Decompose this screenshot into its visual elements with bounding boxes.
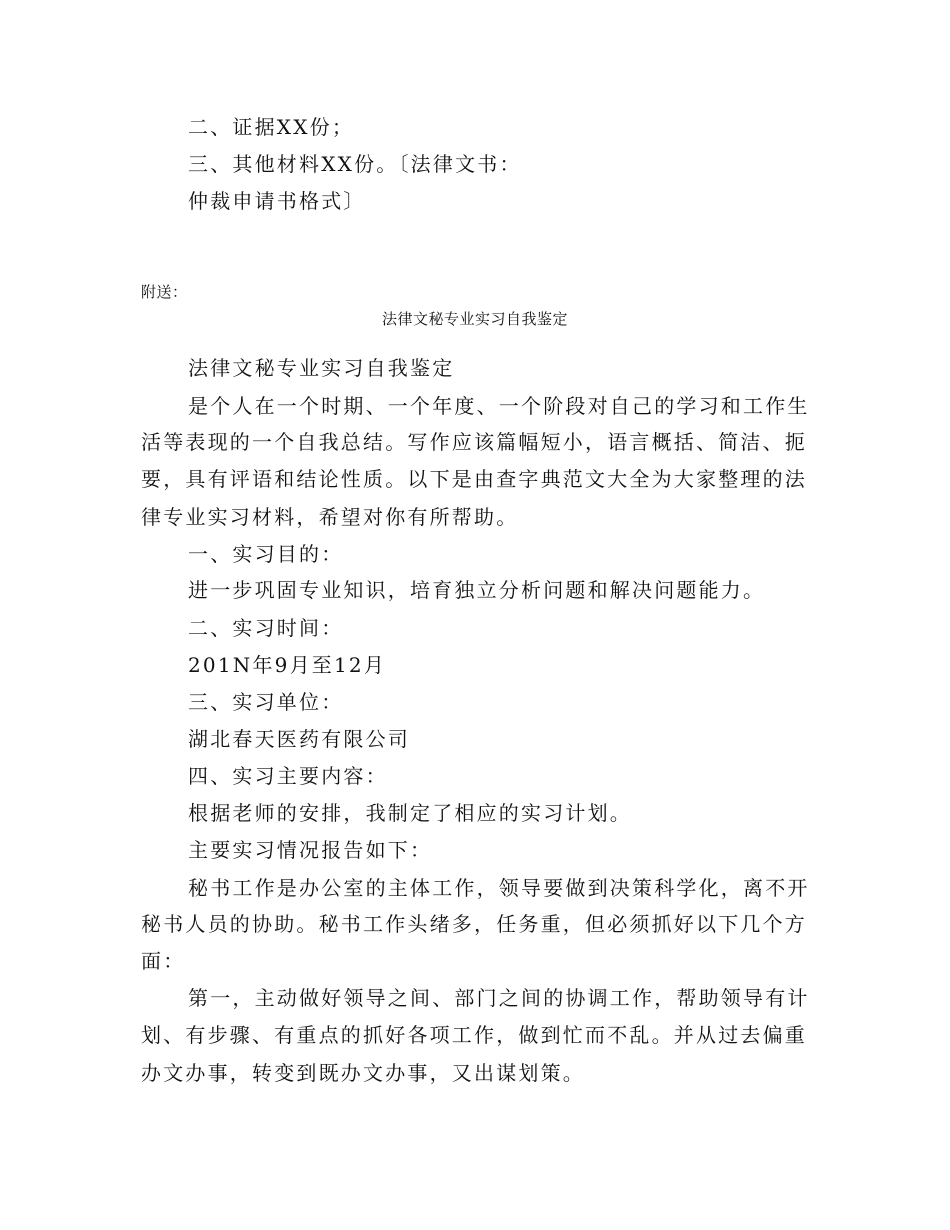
paragraph-line: 面： <box>141 949 186 973</box>
paragraph-line: 划、有步骤、有重点的抓好各项工作，做到忙而不乱。并从过去偏重 <box>141 1023 807 1047</box>
paragraph-line: 秘书工作是办公室的主体工作，领导要做到决策科学化，离不开 <box>188 876 810 900</box>
report-intro: 主要实习情况报告如下： <box>188 838 433 862</box>
evidence-line: 二、证据XX份； <box>188 115 355 139</box>
purpose-text: 进一步巩固专业知识，培育独立分析问题和解决问题能力。 <box>188 578 766 602</box>
paragraph-line: 第一，主动做好领导之间、部门之间的协调工作，帮助领导有计 <box>188 986 810 1010</box>
unit-heading: 三、实习单位： <box>188 690 344 714</box>
paragraph-line: 活等表现的一个自我总结。写作应该篇幅短小，语言概括、简洁、扼 <box>141 430 807 454</box>
other-materials-line: 三、其他材料XX份。〔法律文书： <box>188 152 522 176</box>
purpose-heading: 一、实习目的： <box>188 542 344 566</box>
paragraph-line: 办文办事，转变到既办文办事，又出谋划策。 <box>141 1061 585 1085</box>
paragraph-line: 是个人在一个时期、一个年度、一个阶段对自己的学习和工作生 <box>188 394 810 418</box>
paragraph-line: 要，具有评语和结论性质。以下是由查字典范文大全为大家整理的法 <box>141 467 807 491</box>
time-heading: 二、实习时间： <box>188 616 344 640</box>
section-heading: 法律文秘专业实习自我鉴定 <box>188 356 455 380</box>
attachment-label: 附送： <box>141 283 188 301</box>
document-title: 法律文秘专业实习自我鉴定 <box>381 310 568 328</box>
unit-text: 湖北春天医药有限公司 <box>188 727 410 751</box>
content-heading: 四、实习主要内容： <box>188 764 388 788</box>
paragraph-line: 秘书人员的协助。秘书工作头绪多，任务重，但必须抓好以下几个方 <box>141 912 807 936</box>
content-text: 根据老师的安排，我制定了相应的实习计划。 <box>188 801 632 825</box>
format-note-line: 仲裁申请书格式〕 <box>188 189 366 213</box>
paragraph-line: 律专业实习材料，希望对你有所帮助。 <box>141 505 519 529</box>
time-text: 201N年9月至12月 <box>188 653 387 677</box>
